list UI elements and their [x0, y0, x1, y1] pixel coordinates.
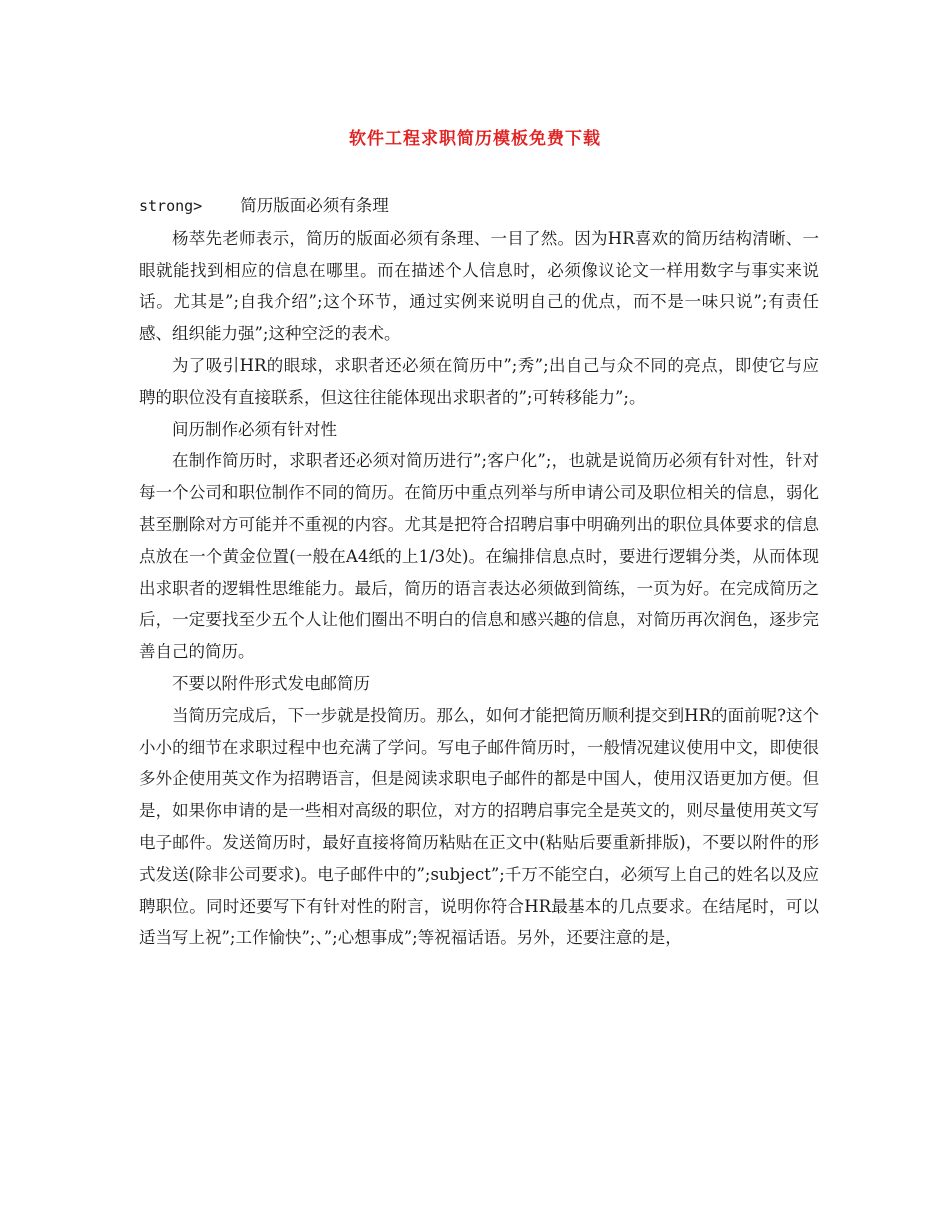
paragraph: 当简历完成后，下一步就是投简历。那么，如何才能把简历顺利提交到HR的面前呢?这个小小的细节在求职过程中也充满了学问。写电子邮件简历时，一般情况建议使用中文，即使很多外企使用英文作为招聘语言，但是阅读求职电子邮件的都是中国人，使用汉语更加方便。但是，如果你申请的是一些相对高级的职位，对方的招聘启事完全是英文的，则尽量使用英文写电子邮件。发送简历时，最好直接将简历粘贴在正文中(粘贴后要重新排版)，不要以附件的形式发送(除非公司要求)。电子邮件中的”;subject”;千万不能空白，必须写上自己的姓名以及应聘职位。同时还要写下有针对性的附言，说明你符合HR最基本的几点要求。在结尾时，可以适当写上祝”;工作愉快”;、”;心想事成”;等祝福话语。另外，还要注意的是，: [139, 705, 819, 948]
document-title: 软件工程求职简历模板免费下载: [349, 129, 601, 149]
document-body: [139, 190, 819, 954]
paragraph: 杨萃先老师表示，简历的版面必须有条理、一目了然。因为HR喜欢的简历结构清晰、一眼就能找到相应的信息在哪里。而在描述个人信息时，必须像议论文一样用数字与事实来说话。尤其是”;自我介绍”;这个环节，通过实例来说明自己的优点，而不是一味只说”;有责任感、组织能力强”;这种空泛的表术。: [139, 228, 819, 344]
section-heading-layout: 简历版面必须有条理: [240, 196, 389, 215]
section-heading-targeting: 间历制作必须有针对性: [172, 419, 337, 439]
paragraph: 为了吸引HR的眼球，求职者还必须在简历中”;秀”;出自己与众不同的亮点，即使它与应聘的职位没有直接联系，但这往往能体现出求职者的”;可转移能力”;。: [139, 355, 819, 407]
lead-line: [139, 190, 819, 223]
paragraph: 在制作简历时，求职者还必须对简历进行”;客户化”;，也就是说简历必须有针对性，针对每一个公司和职位制作不同的简历。在简历中重点列举与所申请公司及职位相关的信息，弱化甚至删除对方可能并不重视的内容。尤其是把符合招聘启事中明确列出的职位具体要求的信息点放在一个黄金位置(一般在A4纸的上1/3处)。在编排信息点时，要进行逻辑分类，从而体现出求职者的逻辑性思维能力。最后，简历的语言表达必须做到简练，一页为好。在完成简历之后，一定要找至少五个人让他们圈出不明白的信息和感兴趣的信息，对简历再次润色，逐步完善自己的简历。: [139, 451, 819, 662]
lead-tag: strong>: [139, 197, 203, 215]
section-heading-email: 不要以附件形式发电邮简历: [172, 673, 370, 693]
